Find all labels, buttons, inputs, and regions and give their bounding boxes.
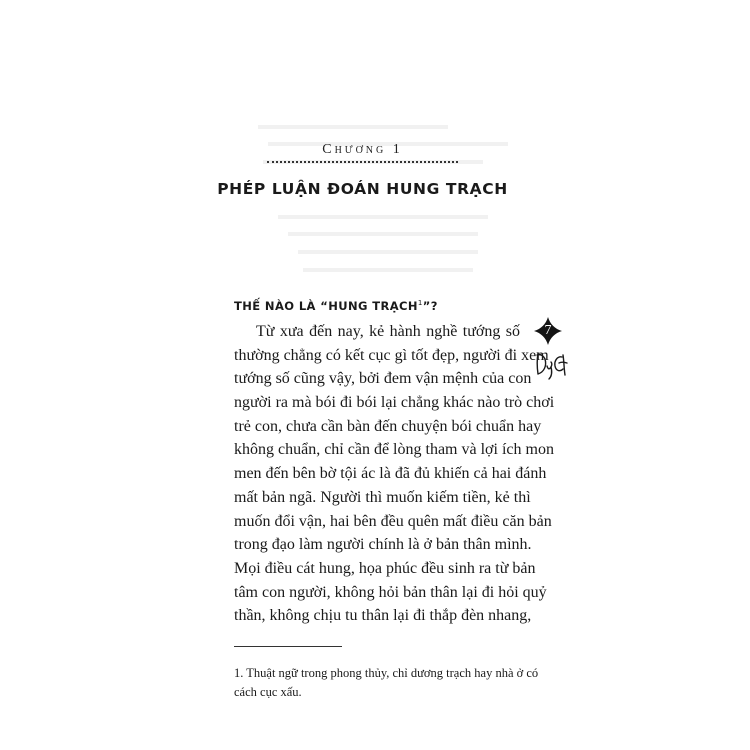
- body-line: men đến bên bờ tội ác là đã đủ khiến cả hai đánh: [234, 465, 547, 483]
- section-heading: [234, 299, 438, 313]
- body-line: tướng số cũng vậy, bởi đem vận mệnh của con: [234, 370, 532, 388]
- body-line: thường chẳng có kết cục gì tốt đẹp, người đi xem: [234, 346, 549, 364]
- footnote-line: 1. Thuật ngữ trong phong thủy, chỉ dương trạch hay nhà ở có: [234, 666, 539, 680]
- footnote-marker: 1: [417, 299, 423, 308]
- body-line: không chuẩn, chỉ cần để lòng tham và lợi ích mon: [234, 441, 554, 459]
- chapter-label: Chương 1: [322, 142, 403, 157]
- section-heading-end: ”?: [422, 299, 438, 313]
- body-line: muốn đổi vận, hai bên đều quên mất điều căn bản: [234, 512, 552, 530]
- chapter-title: PHÉP LUẬN ĐOÁN HUNG TRẠCH: [217, 180, 508, 198]
- signature-icon: [534, 349, 568, 381]
- body-line: trẻ con, chưa cần bàn đến chuyện bói chuẩn hay: [234, 417, 542, 435]
- page-number: 7: [544, 323, 552, 338]
- section-heading-text: THẾ NÀO LÀ “HUNG TRẠCH: [234, 299, 418, 313]
- footnote-line: cách cục xấu.: [234, 685, 302, 699]
- chapter-dotted-rule: [267, 161, 458, 163]
- body-line: mất bản ngã. Người thì muốn kiếm tiền, kẻ thì: [234, 488, 531, 506]
- footnote-rule: [234, 646, 342, 647]
- body-line: Từ xưa đến nay, kẻ hành nghề tướng số: [256, 323, 520, 340]
- footnote: [234, 664, 539, 702]
- body-line: Mọi điều cát hung, họa phúc đều sinh ra từ bản: [234, 559, 536, 577]
- body-line: tâm con người, không hỏi bản thân lại đi hỏi quỷ: [234, 583, 547, 601]
- body-line: trong đạo làm người chính là ở bản thân mình.: [234, 536, 532, 554]
- body-line: người ra mà bói đi bói lại chẳng khác nào trò chơi: [234, 394, 555, 412]
- body-line: thần, không chịu tu thân lại đi thắp đèn nhang,: [234, 607, 532, 625]
- body-text: [234, 320, 555, 628]
